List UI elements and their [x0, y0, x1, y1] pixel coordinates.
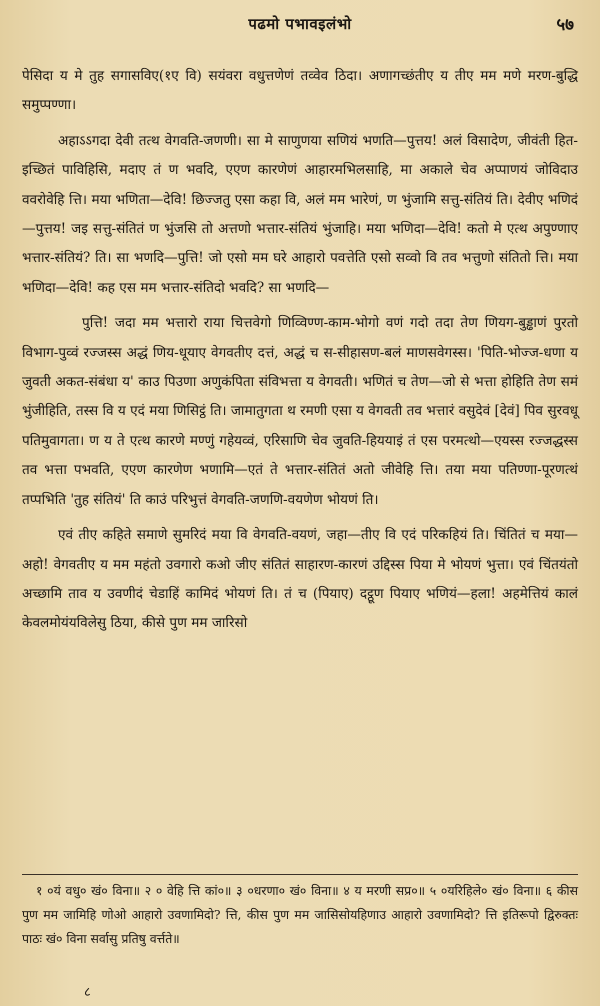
page-header	[22, 12, 578, 46]
footnotes	[22, 874, 578, 951]
body-text	[22, 62, 578, 639]
paragraph: पुत्ति! जदा मम भत्तारो राया चित्तवेगो णिव्विण्ण-काम-भोगो वणं गदो तदा तेण णियग-बुड्ढाणं पुरतो विभाग-पुव्वं रज्जस्स अद्धं णिय-धूयाए वेगवतीए दत्तं, अद्धं च स-सीहासण-बलं माणसवेगस्स। 'पिति-भोज्ज-धणा य जुवती अकत-संबंधा य' काउ पिउणा अणुकंपिता संविभत्ता य वेगवती। भणितं च तेण—जो से भत्ता होहिति तेण समं भुंजीहिति, तस्स वि य एदं मया णिसिट्ठं ति। जामातुगता थ रमणी एसा य वेगवती तव भत्तारं वसुदेवं [देवं] पिव सुरवधू पतिमुवागता। ण य ते एत्थ कारणे मण्णुं गहेयव्वं, एरिसाणि चेव जुवति-हिययाइं तं एस परमत्थो—एयस्स रज्जद्धस्स तव भत्ता पभवति, एएण कारणेण भणामि—एतं ते भत्तार-संतितं अतो जीवेहि त्ति। तया मया पतिण्णा-पूरणत्थं तप्पभिति 'तुह संतियं' ति काउं परिभुत्तं वेगवति-जणणि-वयणेण भोयणं ति।	[22, 315, 578, 508]
running-title: पढमो पभावइलंभो	[248, 15, 352, 33]
footnote-text: १ ०यं वधु० खं० विना॥ २ ० वेहि त्ति कां०॥ ३ ०धरणा० खं० विना॥ ४ य मरणी सप्र०॥ ५ ०यरिहिले० खं० विना॥ ६ कीस पुण मम जामिहि णोओ आहारो उवणामिदो? त्ति, कीस पुण मम जासिसोयहिणाउ आहारो उवणामिदो? त्ति इतिरूपो द्विरुक्तः पाठः खं० विना सर्वासु प्रतिषु वर्त्तते॥	[22, 883, 578, 946]
paragraph: अहाऽऽगदा देवी तत्थ वेगवति-जणणी। सा मे साणुणया सणियं भणति—पुत्तय! अलं विसादेण, जीवंती हित-इच्छितं पाविहिसि, मदाए तं ण भवदि, एएण कारणेणं आहारमभिलसाहि, मा अकाले चेव अप्पाणयं जोविदाउ ववरोवेहि त्ति। मया भणिता—देवि! छिज्जतु एसा कहा वि, अलं मम भारेणं, ण भुंजामि सत्तु-संतियं ति। देवीए भणिदं—पुत्तय! जइ सत्तु-संतितं ण भुंजसि तो अत्तणो भत्तार-संतियं भुंजाहि। मया भणिदा—देवि! कतो मे एत्थ अपुण्णाए भत्तार-संतियं? ति। सा भणदि—पुत्ति! जो एसो मम घरे आहारो पवत्तेति एसो सव्वो वि तव भत्तुणो संतितो त्ति। मया भणिदा—देवि! कह एस मम भत्तार-संतिदो भवदि? सा भणदि—	[22, 132, 579, 296]
page-number: ५७	[556, 15, 574, 35]
paragraph: एवं तीए कहिते समाणे सुमरिदं मया वि वेगवति-वयणं, जहा—तीए वि एदं परिकहियं ति। चिंतितं च मया—अहो! वेगवतीए य मम महंतो उवगारो कओ जीए संतितं साहारण-कारणं उद्दिस्स पिया मे भोयणं भुत्ता। एवं चिंतयंतो अच्छामि ताव य उवणीदं चेडाहिं कामिदं भोयणं ति। तं च (पियाए) दट्ठूण पियाए भणियं—हला! अहमेत्तियं कालं केवलमोयंयविलेसु ठिया, कीसे पुण मम जारिसो	[22, 527, 578, 632]
paragraph: पेसिदा य मे तुह सगासविए(१ए वि) सयंवरा वधुत्तणेणं तव्वेव ठिदा। अणागच्छंतीए य तीए मम मणे मरण-बुद्धि समुप्पण्णा।	[22, 68, 578, 114]
signature-mark: ८	[84, 985, 91, 1000]
footnote-rule	[22, 874, 578, 875]
